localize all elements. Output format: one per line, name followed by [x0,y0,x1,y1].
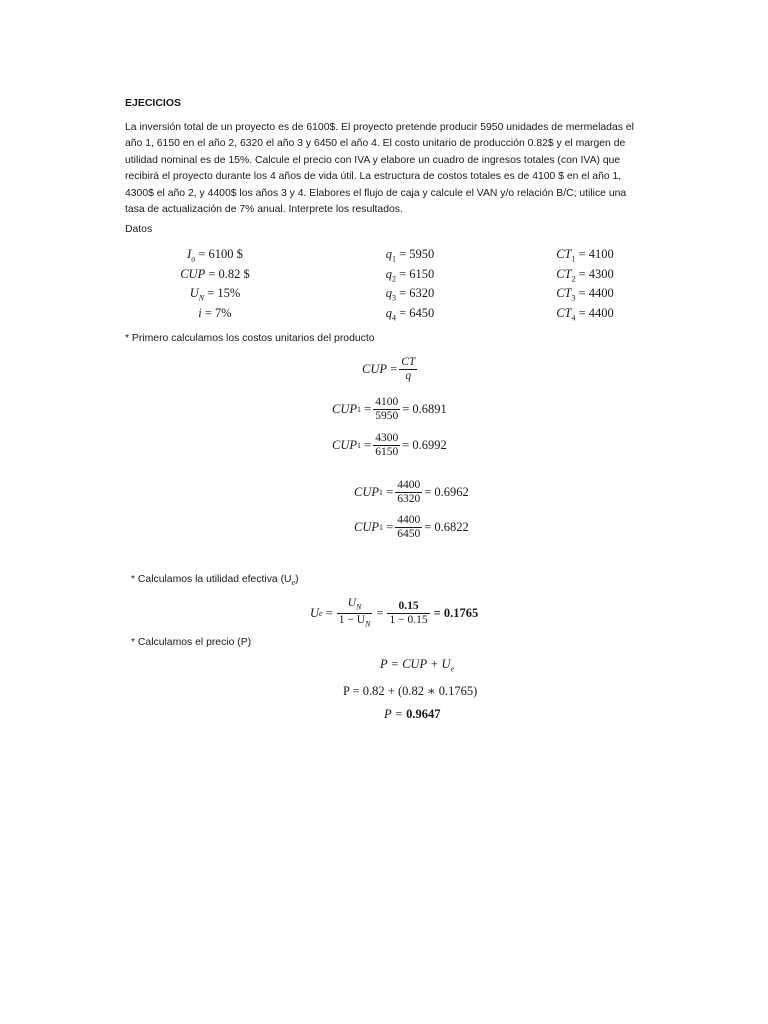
problem-statement [125,120,650,218]
effective-utility-formula: U e = $\frac{U_N}{1 - U_N}$ = $\frac{0.15}{1 - 0.15}$ = 0.1765 [310,597,479,629]
section-unit-costs: * Primero calculamos los costos unitarios del producto [125,333,375,344]
datos-item: $q_4 = 6450$ [385,305,435,322]
datos-item: $CT_4 = 4400$ [556,305,614,322]
section-effective-utility: * Calculamos la utilidad efectiva $(U_e)$ [131,574,299,588]
problem-line: tasa de actualización de 7% anual. Interprete los resultados. [125,204,403,216]
section-price: * Calculamos el precio (P) [131,637,252,648]
problem-line: recibirá el proyecto durante los 4 años de vida útil. La estructura de costos totales es de 4100 $ en el año 1, [125,171,622,183]
datos-column-3 [540,247,630,325]
cup-calc-1: CUP 1 = $\frac{4100}{5950}$ = 0.6891 [332,396,447,422]
datos-item: CUP = 0.82 $ [180,266,250,281]
problem-line: año 1, 6150 en el año 2, 6320 el año 3 y 6450 el año 4. El costo unitario de producción 0.82$ y el margen de [125,138,626,150]
cup-calc-2: CUP 1 = $\frac{4300}{6150}$ = 0.6992 [332,432,447,458]
price-result: P = 0.9647 [384,707,441,721]
datos-item: $U_N = 15\%$ [189,286,241,303]
datos-column-1 [160,247,270,325]
problem-line: 4300$ el año 2, y 4400$ los años 3 y 4. Elabores el flujo de caja y calcule el VAN y/o relación B/C; utilice una [125,187,627,199]
problem-line: utilidad nominal es de 15%. Calcule el precio con IVA y elabore un cuadro de ingresos totales (con IVA) que [125,154,621,166]
datos-item: $CT_3 = 4400$ [556,286,614,303]
datos-item: $q_1 = 5950$ [385,247,435,264]
cup-calc-3: CUP 1 = $\frac{4400}{6320}$ = 0.6962 [354,479,469,505]
datos-item: $CT_2 = 4300$ [556,266,614,283]
price-formula: P = CUP + $U_e$ [380,657,455,674]
datos-item: $I_o = 6100$ $ [187,247,243,264]
price-calculation: P = 0.82 + (0.82 ∗ 0.1765) [343,684,478,698]
exercise-heading: EJECICIOS [125,97,182,109]
datos-item: $q_2 = 6150$ [385,266,435,283]
problem-line: La inversión total de un proyecto es de 6100$. El proyecto pretende producir 5950 unidades de mermeladas el [125,122,634,133]
cup-formula: CUP = $\frac{CT}{q}$ [362,356,416,382]
datos-label: Datos [125,224,153,235]
datos-item: i = 7% [198,305,232,320]
cup-calc-4: CUP 1 = $\frac{4400}{6450}$ = 0.6822 [354,514,469,540]
datos-item: $q_3 = 6320$ [385,286,435,303]
datos-column-2 [360,247,460,325]
datos-item: $CT_1 = 4100$ [556,247,614,264]
